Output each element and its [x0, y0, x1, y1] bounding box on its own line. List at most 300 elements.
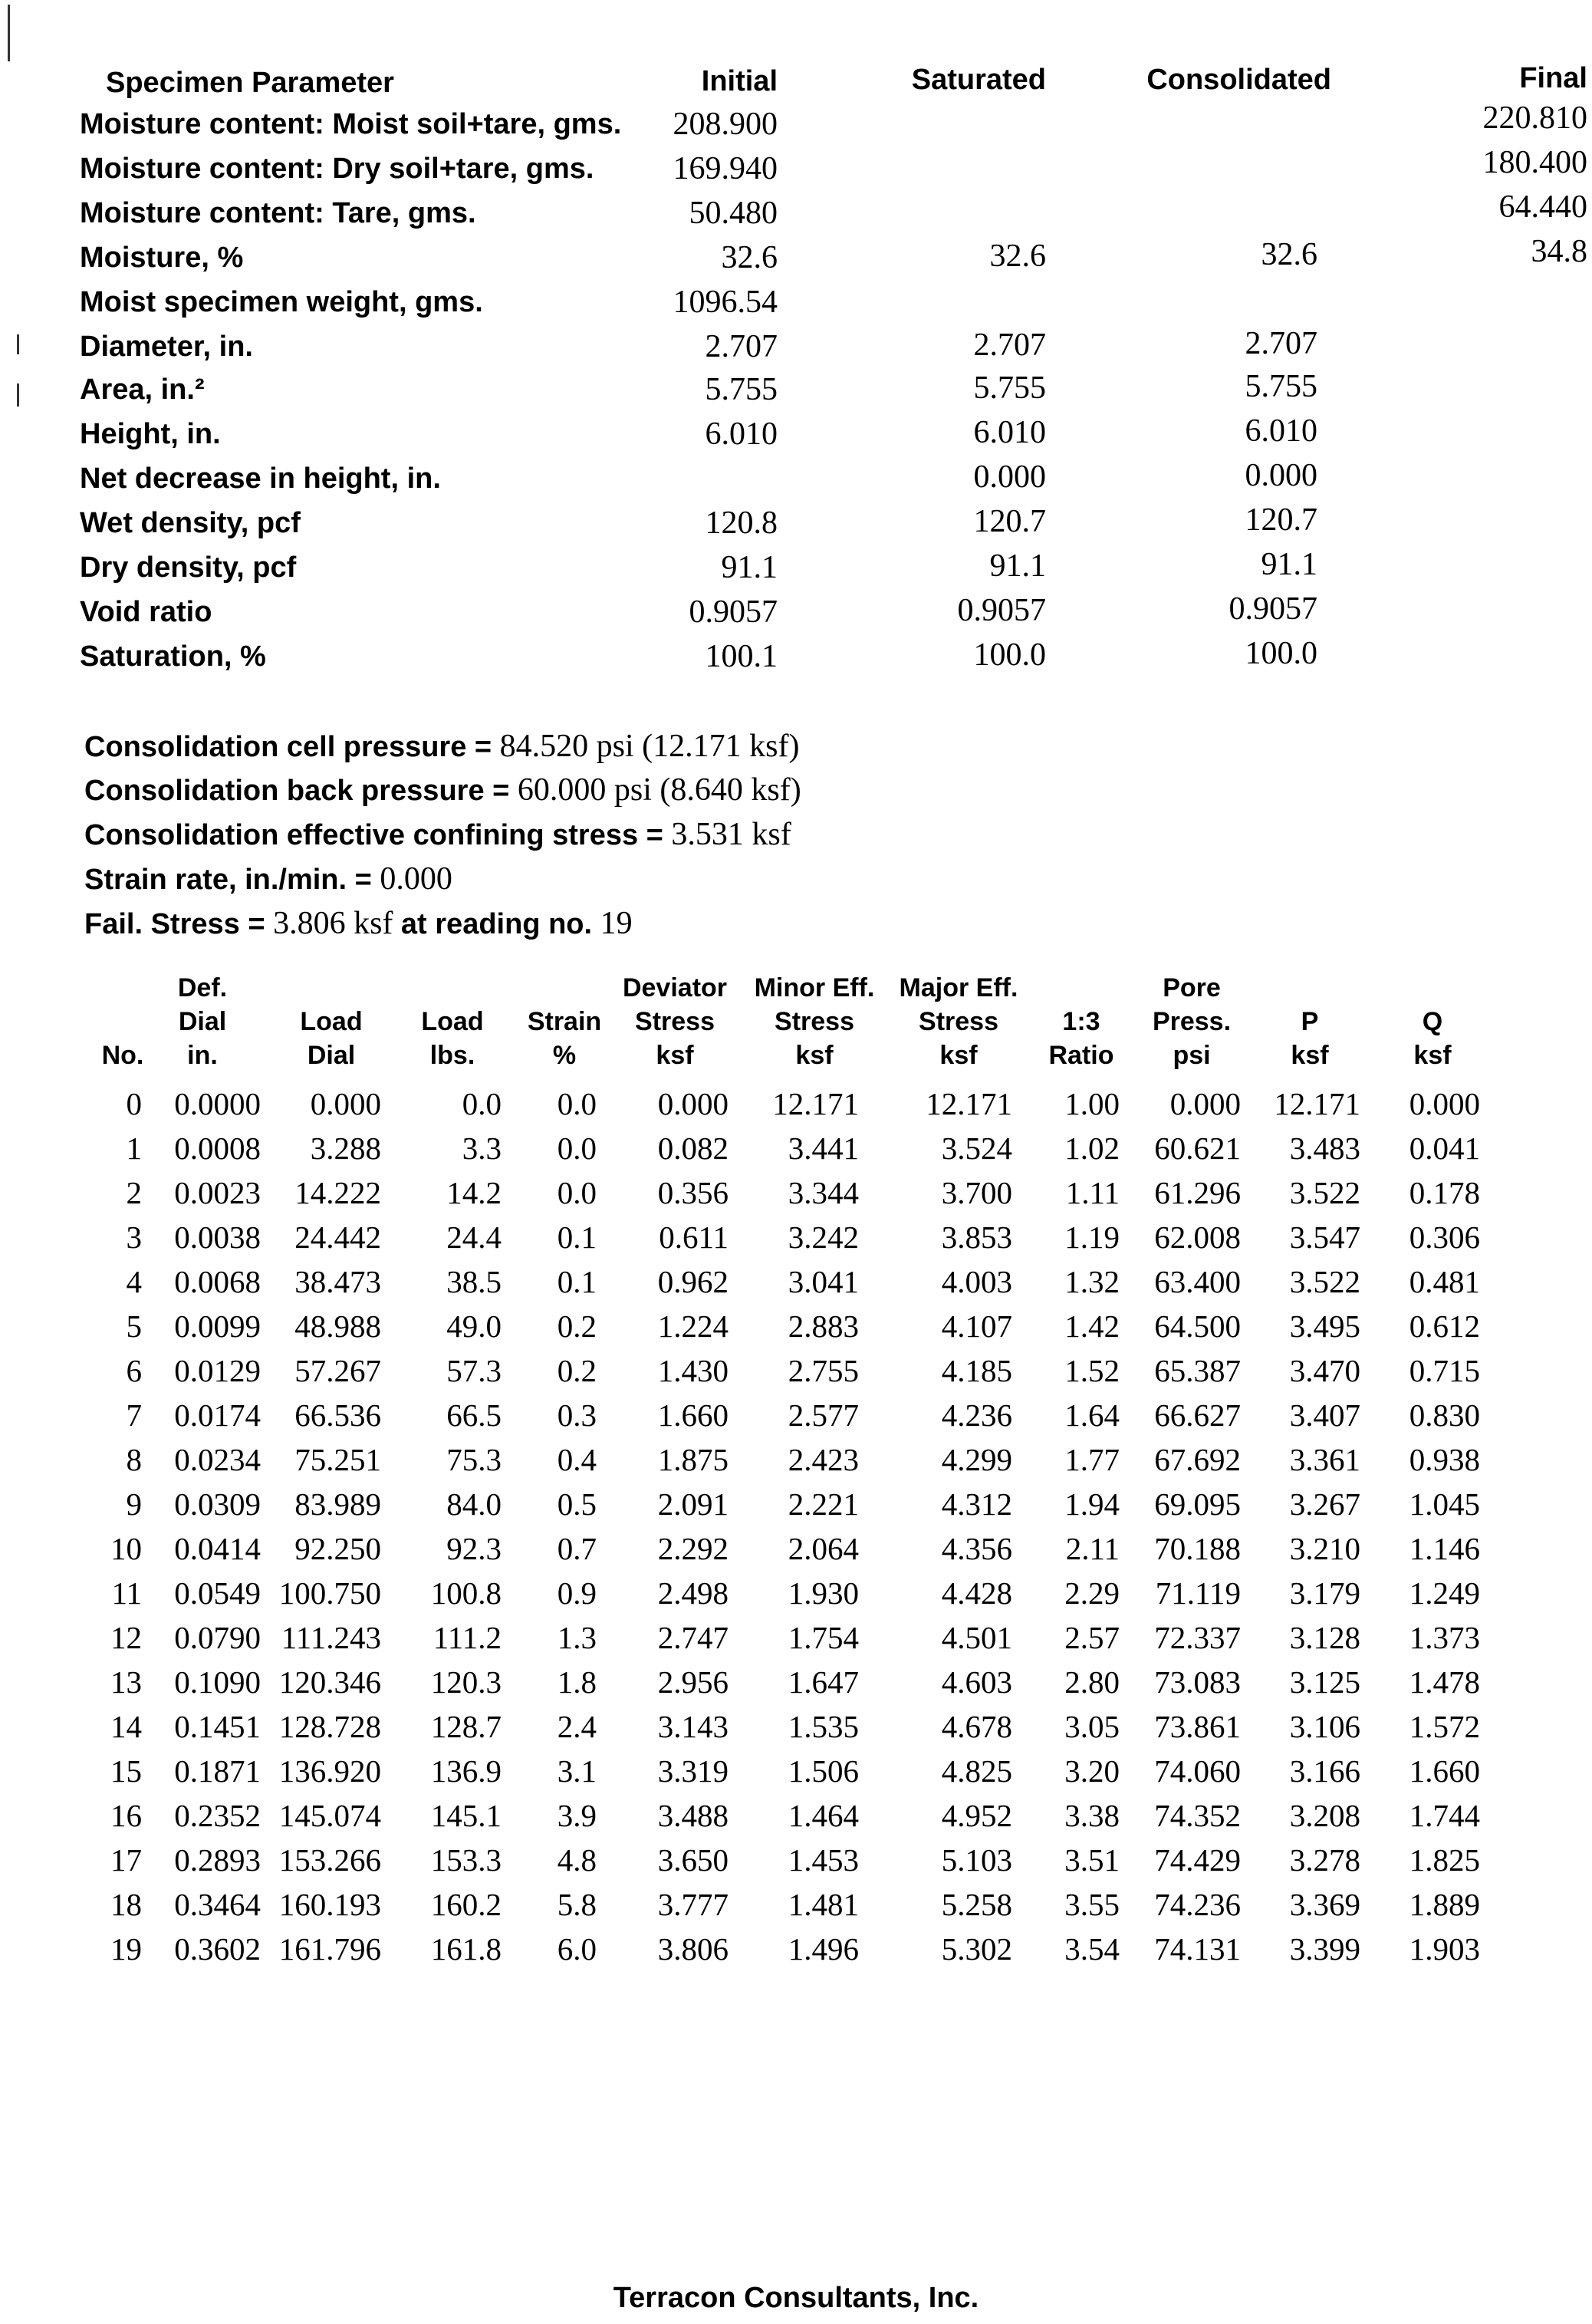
specimen-initial-value: 0.9057: [689, 594, 778, 630]
table-cell: 1.32: [1064, 1264, 1120, 1299]
table-cell: 0.000: [310, 1086, 381, 1121]
table-cell: 0.9: [557, 1575, 597, 1611]
table-cell: 161.8: [430, 1931, 502, 1967]
table-cell: 0.2893: [174, 1842, 261, 1878]
table-cell: 1.045: [1409, 1486, 1480, 1522]
table-cell: 160.2: [430, 1887, 502, 1922]
table-cell: 4.678: [941, 1709, 1012, 1744]
specimen-consolidated-value: 0.9057: [1229, 591, 1317, 627]
table-cell: 18: [110, 1887, 142, 1922]
table-cell: 0.082: [657, 1131, 729, 1166]
table-cell: 2.883: [788, 1308, 859, 1344]
table-cell: 2.747: [657, 1620, 729, 1655]
table-row: [0, 1882, 1592, 1927]
specimen-consolidated-value: 100.0: [1245, 636, 1317, 671]
table-cell: 12.171: [1274, 1086, 1360, 1121]
table-cell: 73.083: [1154, 1664, 1241, 1700]
table-cell: 60.621: [1154, 1131, 1241, 1166]
table-cell: 2.755: [788, 1353, 859, 1388]
table-row: [0, 1437, 1592, 1482]
table-cell: 0.0414: [174, 1531, 261, 1566]
specimen-row-label: Saturation, %: [80, 640, 266, 673]
table-cell: 1.430: [657, 1353, 729, 1388]
column-header: psi: [1173, 1041, 1211, 1070]
table-cell: 49.0: [446, 1308, 502, 1344]
column-header: %: [552, 1041, 577, 1070]
table-cell: 3.9: [557, 1798, 597, 1833]
table-cell: 0.0: [557, 1086, 597, 1121]
specimen-row-label: Void ratio: [80, 596, 212, 628]
specimen-consolidated-value: 2.707: [1245, 326, 1317, 361]
table-cell: 71.119: [1155, 1575, 1241, 1611]
table-cell: 0.0174: [174, 1397, 261, 1433]
specimen-initial-value: 2.707: [705, 329, 778, 364]
table-cell: 3.650: [657, 1842, 729, 1878]
column-header: Major Eff.: [899, 973, 1018, 1002]
table-cell: 2.423: [788, 1442, 859, 1477]
table-cell: 0.7: [557, 1531, 597, 1566]
table-row: [0, 1393, 1592, 1437]
column-header: Def.: [177, 973, 228, 1002]
table-cell: 145.1: [430, 1798, 502, 1833]
table-cell: 0.000: [1409, 1086, 1480, 1121]
table-cell: 0.2: [557, 1308, 597, 1344]
table-cell: 3.547: [1289, 1220, 1360, 1255]
table-cell: 136.9: [430, 1753, 502, 1789]
table-cell: 0.611: [659, 1220, 729, 1255]
table-cell: 7: [126, 1397, 142, 1433]
table-row: [0, 1259, 1592, 1304]
table-cell: 1.889: [1409, 1887, 1480, 1922]
table-cell: 6.0: [557, 1931, 597, 1967]
table-cell: 3.208: [1289, 1798, 1360, 1833]
table-row: [0, 1482, 1592, 1526]
table-cell: 3.441: [788, 1131, 859, 1166]
specimen-initial-value: 208.900: [673, 107, 778, 142]
table-cell: 1.224: [657, 1308, 729, 1344]
scan-mark: [8, 5, 10, 61]
table-cell: 10: [110, 1531, 142, 1566]
table-cell: 3.495: [1289, 1308, 1360, 1344]
table-cell: 9: [126, 1486, 142, 1522]
table-cell: 0.1: [557, 1264, 597, 1299]
table-cell: 1.02: [1064, 1131, 1120, 1166]
table-cell: 92.250: [294, 1531, 381, 1566]
table-cell: 1.373: [1409, 1620, 1480, 1655]
column-header: No.: [101, 1041, 144, 1070]
specimen-final-value: 64.440: [1498, 189, 1587, 225]
specimen-saturated-value: 100.0: [973, 637, 1046, 673]
specimen-consolidated-value: 6.010: [1245, 413, 1317, 449]
table-cell: 1.481: [788, 1887, 859, 1922]
table-cell: 13: [110, 1664, 142, 1700]
table-cell: 14: [110, 1709, 142, 1744]
table-cell: 48.988: [294, 1308, 381, 1344]
specimen-row: [0, 368, 1592, 411]
specimen-row: [0, 325, 1592, 368]
table-cell: 111.243: [281, 1620, 381, 1655]
table-cell: 0.041: [1409, 1131, 1480, 1166]
table-cell: 0.0790: [174, 1620, 261, 1655]
table-cell: 120.3: [430, 1664, 502, 1700]
table-cell: 3.319: [657, 1753, 729, 1789]
table-row: [0, 1838, 1592, 1882]
table-cell: 38.5: [446, 1264, 502, 1299]
table-cell: 15: [110, 1753, 142, 1789]
note-value: 3.806 ksf: [273, 906, 401, 941]
table-cell: 100.750: [278, 1575, 381, 1611]
column-header: Minor Eff.: [754, 973, 875, 1002]
column-header: in.: [187, 1041, 218, 1070]
column-header: ksf: [656, 1041, 694, 1070]
note-value: 3.531 ksf: [671, 817, 791, 852]
table-cell: 3.522: [1289, 1175, 1360, 1210]
column-header: Strain: [527, 1007, 602, 1036]
table-cell: 4: [126, 1264, 142, 1299]
table-cell: 3.488: [657, 1798, 729, 1833]
table-cell: 3.1: [557, 1753, 597, 1789]
table-cell: 3.267: [1289, 1486, 1360, 1522]
table-cell: 1.146: [1409, 1531, 1480, 1566]
table-cell: 3.38: [1064, 1798, 1120, 1833]
table-cell: 66.5: [446, 1397, 502, 1433]
specimen-saturated-value: 32.6: [989, 239, 1046, 274]
consolidation-note: [84, 813, 791, 857]
table-cell: 3.524: [941, 1131, 1012, 1166]
table-cell: 4.501: [941, 1620, 1012, 1655]
specimen-saturated-value: 0.9057: [957, 593, 1046, 628]
table-cell: 0.612: [1409, 1308, 1480, 1344]
table-cell: 63.400: [1154, 1264, 1241, 1299]
specimen-initial-value: 91.1: [721, 550, 778, 585]
table-cell: 1.506: [788, 1753, 859, 1789]
specimen-final-value: 180.400: [1482, 145, 1587, 180]
table-cell: 4.825: [941, 1753, 1012, 1789]
note-label: Consolidation effective confining stress =: [84, 819, 672, 851]
table-cell: 5.103: [941, 1842, 1012, 1878]
table-cell: 0.715: [1409, 1353, 1480, 1388]
table-cell: 0.481: [1409, 1264, 1480, 1299]
specimen-row-label: Net decrease in height, in.: [80, 462, 441, 495]
table-cell: 3.041: [788, 1264, 859, 1299]
table-cell: 73.861: [1154, 1709, 1241, 1744]
specimen-initial-value: 50.480: [689, 196, 778, 231]
column-header: ksf: [1291, 1041, 1329, 1070]
table-cell: 3.278: [1289, 1842, 1360, 1878]
table-cell: 1.11: [1065, 1175, 1120, 1210]
table-row: [0, 1170, 1592, 1215]
specimen-row: [0, 236, 1592, 279]
table-cell: 1.660: [1409, 1753, 1480, 1789]
table-cell: 2.221: [788, 1486, 859, 1522]
column-header: Load: [421, 1007, 484, 1036]
table-cell: 64.500: [1154, 1308, 1241, 1344]
table-cell: 57.267: [294, 1353, 381, 1388]
table-cell: 1.903: [1409, 1931, 1480, 1967]
specimen-row-label: Moisture content: Moist soil+tare, gms.: [80, 108, 622, 140]
table-cell: 0.356: [657, 1175, 729, 1210]
table-cell: 2.498: [657, 1575, 729, 1611]
table-row: [0, 1215, 1592, 1259]
table-cell: 14.222: [294, 1175, 381, 1210]
table-cell: 0.0099: [174, 1308, 261, 1344]
specimen-row: [0, 502, 1592, 545]
table-cell: 3.125: [1289, 1664, 1360, 1700]
footer-company: Terracon Consultants, Inc.: [613, 2282, 979, 2314]
consolidation-note: [84, 858, 452, 901]
table-cell: 2.292: [657, 1531, 729, 1566]
column-header: Press.: [1152, 1007, 1232, 1036]
table-cell: 92.3: [446, 1531, 502, 1566]
table-cell: 153.266: [278, 1842, 381, 1878]
table-cell: 0.0549: [174, 1575, 261, 1611]
specimen-row: [0, 457, 1592, 500]
table-cell: 84.0: [446, 1486, 502, 1522]
note-label: Consolidation back pressure =: [84, 775, 518, 807]
column-header: ksf: [795, 1041, 834, 1070]
table-row: [0, 1793, 1592, 1838]
table-cell: 3.54: [1064, 1931, 1120, 1967]
specimen-saturated-value: 0.000: [973, 459, 1046, 495]
column-header: Stress: [775, 1007, 854, 1036]
table-cell: 161.796: [278, 1931, 381, 1967]
table-row: [0, 1526, 1592, 1571]
table-cell: 62.008: [1154, 1220, 1241, 1255]
table-cell: 2.091: [657, 1486, 729, 1522]
table-cell: 153.3: [430, 1842, 502, 1878]
table-cell: 1.535: [788, 1709, 859, 1744]
table-cell: 2.064: [788, 1531, 859, 1566]
table-cell: 3.344: [788, 1175, 859, 1210]
table-cell: 74.131: [1154, 1931, 1241, 1967]
table-cell: 3.407: [1289, 1397, 1360, 1433]
table-cell: 3.242: [788, 1220, 859, 1255]
consolidation-note: [84, 769, 801, 812]
table-cell: 4.952: [941, 1798, 1012, 1833]
table-cell: 1.00: [1064, 1086, 1120, 1121]
column-header: Deviator: [622, 973, 728, 1002]
table-cell: 1.453: [788, 1842, 859, 1878]
table-cell: 1.464: [788, 1798, 859, 1833]
table-cell: 65.387: [1154, 1353, 1241, 1388]
table-cell: 11: [111, 1575, 142, 1611]
table-cell: 0.5: [557, 1486, 597, 1522]
table-row: [0, 1660, 1592, 1704]
table-cell: 1.647: [788, 1664, 859, 1700]
table-cell: 57.3: [446, 1353, 502, 1388]
table-cell: 3.210: [1289, 1531, 1360, 1566]
table-cell: 3.853: [941, 1220, 1012, 1255]
table-cell: 100.8: [430, 1575, 502, 1611]
table-cell: 4.603: [941, 1664, 1012, 1700]
specimen-saturated-value: 91.1: [989, 548, 1046, 584]
table-cell: 24.4: [446, 1220, 502, 1255]
table-cell: 1.875: [657, 1442, 729, 1477]
table-cell: 1.94: [1064, 1486, 1120, 1522]
table-cell: 2.956: [657, 1664, 729, 1700]
table-cell: 3.470: [1289, 1353, 1360, 1388]
table-cell: 1.478: [1409, 1664, 1480, 1700]
header-initial: Initial: [701, 65, 778, 97]
table-cell: 83.989: [294, 1486, 381, 1522]
specimen-initial-value: 6.010: [705, 416, 778, 452]
table-cell: 3.51: [1064, 1842, 1120, 1878]
table-cell: 128.728: [278, 1709, 381, 1744]
table-cell: 75.251: [294, 1442, 381, 1477]
table-cell: 5.258: [941, 1887, 1012, 1922]
table-cell: 3.3: [462, 1131, 502, 1166]
table-cell: 0.938: [1409, 1442, 1480, 1477]
table-cell: 5: [126, 1308, 142, 1344]
table-cell: 0.0: [462, 1086, 502, 1121]
specimen-consolidated-value: 120.7: [1245, 502, 1317, 538]
table-cell: 1.572: [1409, 1709, 1480, 1744]
table-cell: 2.80: [1064, 1664, 1120, 1700]
table-cell: 0.3602: [174, 1931, 261, 1967]
table-cell: 0.306: [1409, 1220, 1480, 1255]
consolidation-note: [84, 725, 799, 769]
table-cell: 1.19: [1064, 1220, 1120, 1255]
table-cell: 0.1: [557, 1220, 597, 1255]
header-consolidated: Consolidated: [1146, 64, 1331, 96]
table-cell: 111.2: [433, 1620, 502, 1655]
table-row: [0, 1704, 1592, 1749]
table-cell: 0.0038: [174, 1220, 261, 1255]
header-specimen-parameter: Specimen Parameter: [106, 67, 394, 99]
table-cell: 5.302: [941, 1931, 1012, 1967]
table-cell: 1.42: [1064, 1308, 1120, 1344]
table-cell: 0.1871: [174, 1753, 261, 1789]
table-cell: 8: [126, 1442, 142, 1477]
specimen-row-label: Moisture, %: [80, 242, 244, 274]
specimen-consolidated-value: 5.755: [1245, 369, 1317, 404]
table-cell: 1.8: [557, 1664, 597, 1700]
table-cell: 3.288: [310, 1131, 381, 1166]
table-cell: 3.05: [1064, 1709, 1120, 1744]
table-cell: 0.962: [657, 1264, 729, 1299]
specimen-consolidated-value: 91.1: [1261, 547, 1317, 582]
table-cell: 3.483: [1289, 1131, 1360, 1166]
specimen-row-label: Height, in.: [80, 418, 221, 450]
table-cell: 0.4: [557, 1442, 597, 1477]
table-cell: 19: [110, 1931, 142, 1967]
table-cell: 128.7: [430, 1709, 502, 1744]
specimen-row-label: Dry density, pcf: [80, 551, 297, 584]
table-cell: 1: [126, 1131, 142, 1166]
specimen-row-label: Wet density, pcf: [80, 507, 301, 539]
table-cell: 0.2: [557, 1353, 597, 1388]
specimen-row-label: Area, in.²: [80, 374, 205, 406]
table-cell: 3: [126, 1220, 142, 1255]
specimen-initial-value: 32.6: [721, 240, 778, 275]
table-cell: 0.0000: [174, 1086, 261, 1121]
table-cell: 0.0234: [174, 1442, 261, 1477]
table-cell: 160.193: [278, 1887, 381, 1922]
table-cell: 0.178: [1409, 1175, 1480, 1210]
table-cell: 3.166: [1289, 1753, 1360, 1789]
table-cell: 12: [110, 1620, 142, 1655]
specimen-final-value: 34.8: [1531, 234, 1587, 269]
header-saturated: Saturated: [911, 64, 1046, 96]
table-cell: 2.11: [1065, 1531, 1120, 1566]
table-cell: 0.0008: [174, 1131, 261, 1166]
table-cell: 0: [126, 1086, 142, 1121]
specimen-saturated-value: 2.707: [973, 328, 1046, 363]
table-cell: 69.095: [1154, 1486, 1241, 1522]
table-cell: 14.2: [446, 1175, 502, 1210]
table-row: [0, 1615, 1592, 1660]
table-cell: 2.4: [557, 1709, 597, 1744]
column-header: Pore: [1163, 973, 1221, 1002]
note-value: 0.000: [380, 861, 452, 897]
note-label: Strain rate, in./min. =: [84, 864, 380, 896]
specimen-row-label: Diameter, in.: [80, 331, 253, 363]
table-cell: 74.236: [1154, 1887, 1241, 1922]
note-suffix-value: 19: [600, 906, 633, 941]
table-cell: 3.55: [1064, 1887, 1120, 1922]
specimen-row-label: Moist specimen weight, gms.: [80, 286, 483, 318]
table-cell: 74.060: [1154, 1753, 1241, 1789]
table-cell: 0.000: [1169, 1086, 1241, 1121]
table-cell: 1.52: [1064, 1353, 1120, 1388]
table-cell: 0.0: [557, 1131, 597, 1166]
table-cell: 1.930: [788, 1575, 859, 1611]
column-header: lbs.: [429, 1041, 475, 1070]
specimen-saturated-value: 6.010: [973, 415, 1046, 450]
table-cell: 3.399: [1289, 1931, 1360, 1967]
table-cell: 3.128: [1289, 1620, 1360, 1655]
table-cell: 4.107: [941, 1308, 1012, 1344]
header-final: Final: [1519, 62, 1587, 94]
specimen-consolidated-value: 0.000: [1245, 458, 1317, 493]
table-cell: 0.3464: [174, 1887, 261, 1922]
specimen-initial-value: 100.1: [705, 639, 778, 674]
table-cell: 3.522: [1289, 1264, 1360, 1299]
table-cell: 67.692: [1154, 1442, 1241, 1477]
table-cell: 4.003: [941, 1264, 1012, 1299]
specimen-saturated-value: 120.7: [973, 504, 1046, 539]
table-cell: 6: [126, 1353, 142, 1388]
specimen-row: [0, 413, 1592, 456]
table-cell: 4.185: [941, 1353, 1012, 1388]
table-cell: 4.8: [557, 1842, 597, 1878]
table-cell: 0.0129: [174, 1353, 261, 1388]
table-cell: 66.627: [1154, 1397, 1241, 1433]
table-row: [0, 1081, 1592, 1126]
table-cell: 2.577: [788, 1397, 859, 1433]
table-cell: 3.179: [1289, 1575, 1360, 1611]
table-cell: 0.1451: [174, 1709, 261, 1744]
specimen-initial-value: 5.755: [705, 372, 778, 407]
table-cell: 12.171: [772, 1086, 859, 1121]
consolidation-note: [84, 902, 633, 946]
specimen-row: [0, 591, 1592, 634]
table-cell: 2.29: [1064, 1575, 1120, 1611]
table-row: [0, 1126, 1592, 1170]
specimen-row: [0, 100, 1592, 146]
table-row: [0, 1927, 1592, 1971]
table-cell: 4.236: [941, 1397, 1012, 1433]
table-cell: 1.249: [1409, 1575, 1480, 1611]
specimen-row-label: Moisture content: Tare, gms.: [80, 197, 476, 229]
table-cell: 145.074: [278, 1798, 381, 1833]
table-cell: 4.428: [941, 1575, 1012, 1611]
specimen-saturated-value: 5.755: [973, 370, 1046, 406]
specimen-row: [0, 281, 1592, 324]
table-cell: 0.1090: [174, 1664, 261, 1700]
note-value: 60.000 psi (8.640 ksf): [517, 772, 801, 808]
table-cell: 72.337: [1154, 1620, 1241, 1655]
